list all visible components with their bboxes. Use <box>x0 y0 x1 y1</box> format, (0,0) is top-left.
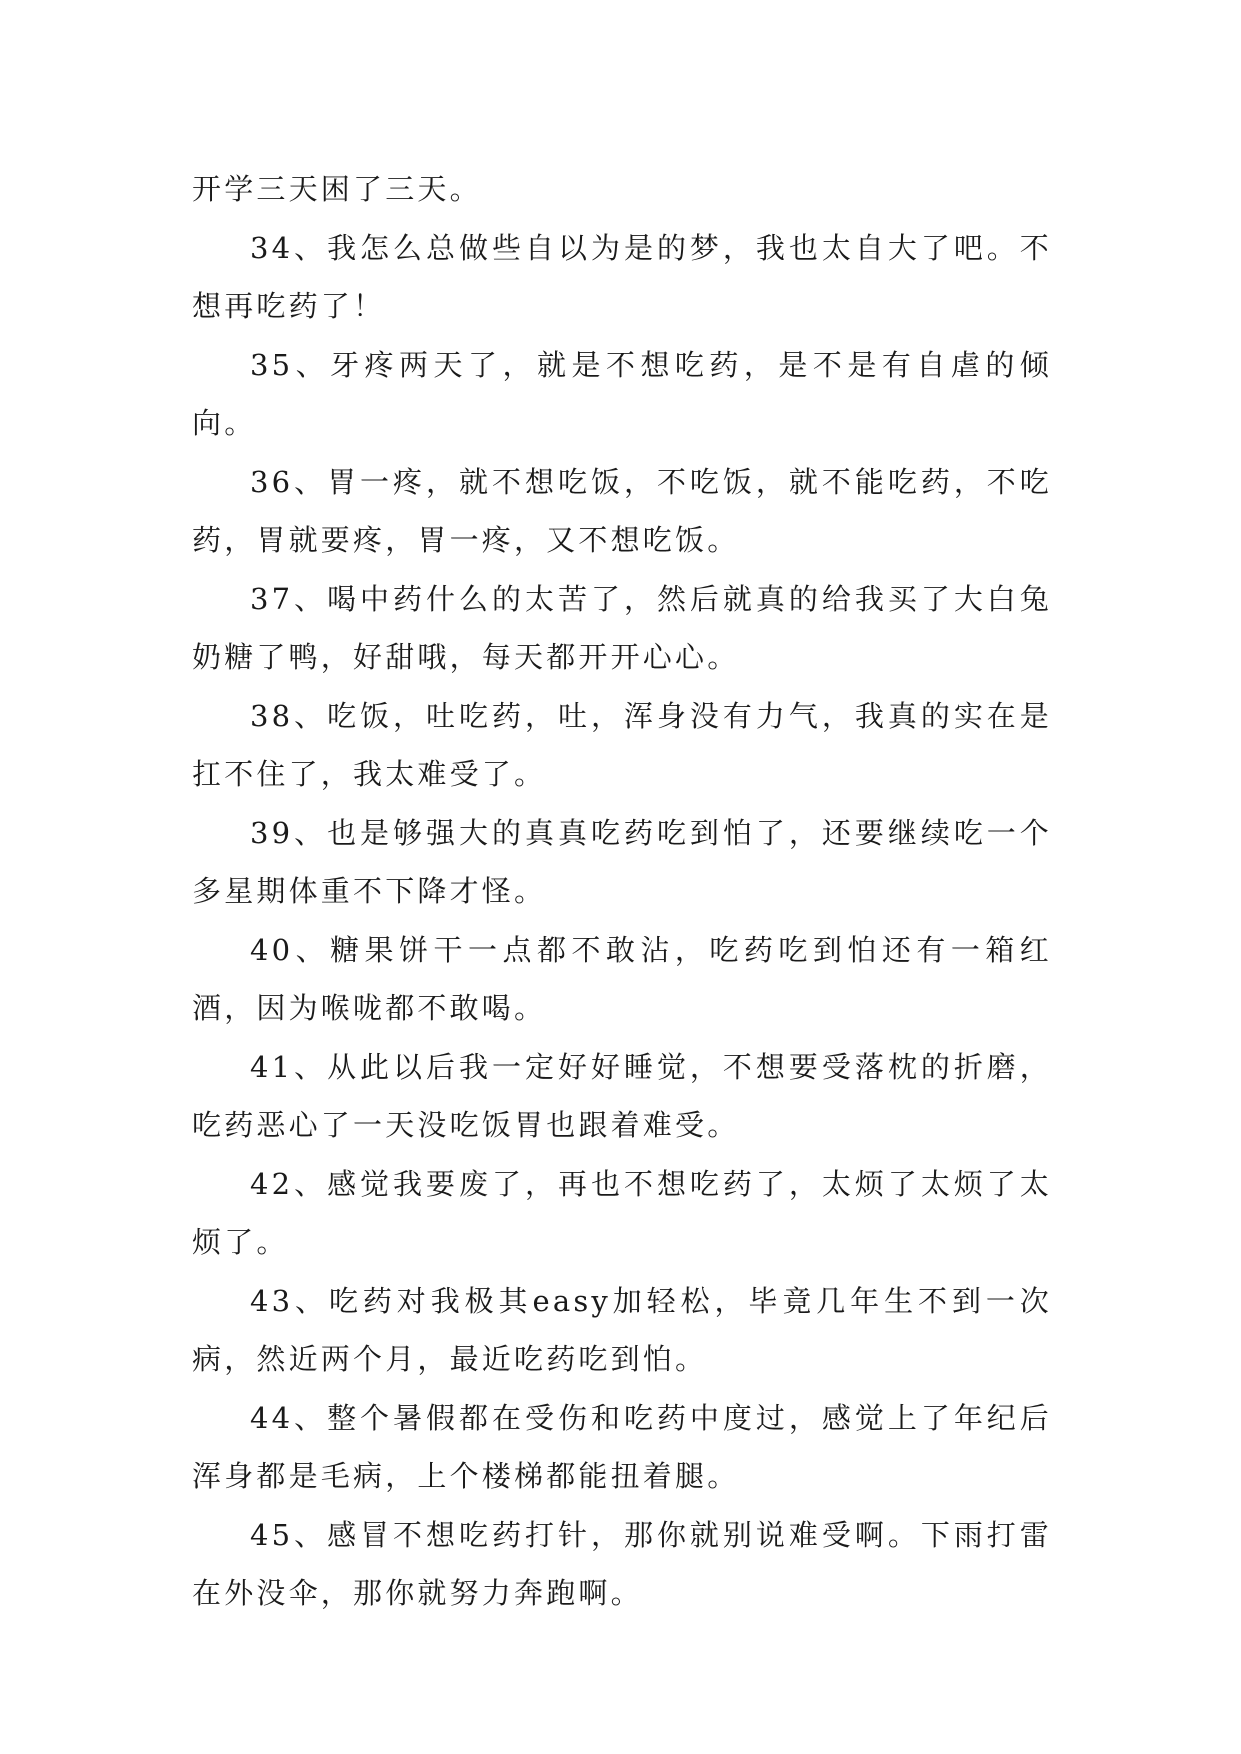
document-page <box>192 160 1052 1623</box>
paragraph-37: 37、喝中药什么的太苦了，然后就真的给我买了大白兔奶糖了鸭，好甜哦，每天都开开心心。 <box>192 581 1052 674</box>
paragraph-42: 42、感觉我要废了，再也不想吃药了，太烦了太烦了太烦了。 <box>192 1166 1052 1259</box>
paragraph-44: 44、整个暑假都在受伤和吃药中度过，感觉上了年纪后浑身都是毛病，上个楼梯都能扭着腿。 <box>192 1400 1052 1493</box>
paragraph-continuation: 开学三天困了三天。 <box>192 172 482 206</box>
paragraph-43: 43、吃药对我极其easy加轻松，毕竟几年生不到一次病，然近两个月，最近吃药吃到怕。 <box>192 1283 1052 1376</box>
paragraph-40: 40、糖果饼干一点都不敢沾，吃药吃到怕还有一箱红酒，因为喉咙都不敢喝。 <box>192 932 1052 1025</box>
paragraph-36: 36、胃一疼，就不想吃饭，不吃饭，就不能吃药，不吃药，胃就要疼，胃一疼，又不想吃饭。 <box>192 464 1052 557</box>
paragraph-35: 35、牙疼两天了，就是不想吃药，是不是有自虐的倾向。 <box>192 347 1052 440</box>
paragraph-39: 39、也是够强大的真真吃药吃到怕了，还要继续吃一个多星期体重不下降才怪。 <box>192 815 1052 908</box>
paragraph-38: 38、吃饭，吐吃药，吐，浑身没有力气，我真的实在是扛不住了，我太难受了。 <box>192 698 1052 791</box>
paragraph-45: 45、感冒不想吃药打针，那你就别说难受啊。下雨打雷在外没伞，那你就努力奔跑啊。 <box>192 1517 1052 1610</box>
paragraph-34: 34、我怎么总做些自以为是的梦，我也太自大了吧。不想再吃药了！ <box>192 230 1052 323</box>
paragraph-41: 41、从此以后我一定好好睡觉，不想要受落枕的折磨，吃药恶心了一天没吃饭胃也跟着难受。 <box>192 1049 1052 1142</box>
